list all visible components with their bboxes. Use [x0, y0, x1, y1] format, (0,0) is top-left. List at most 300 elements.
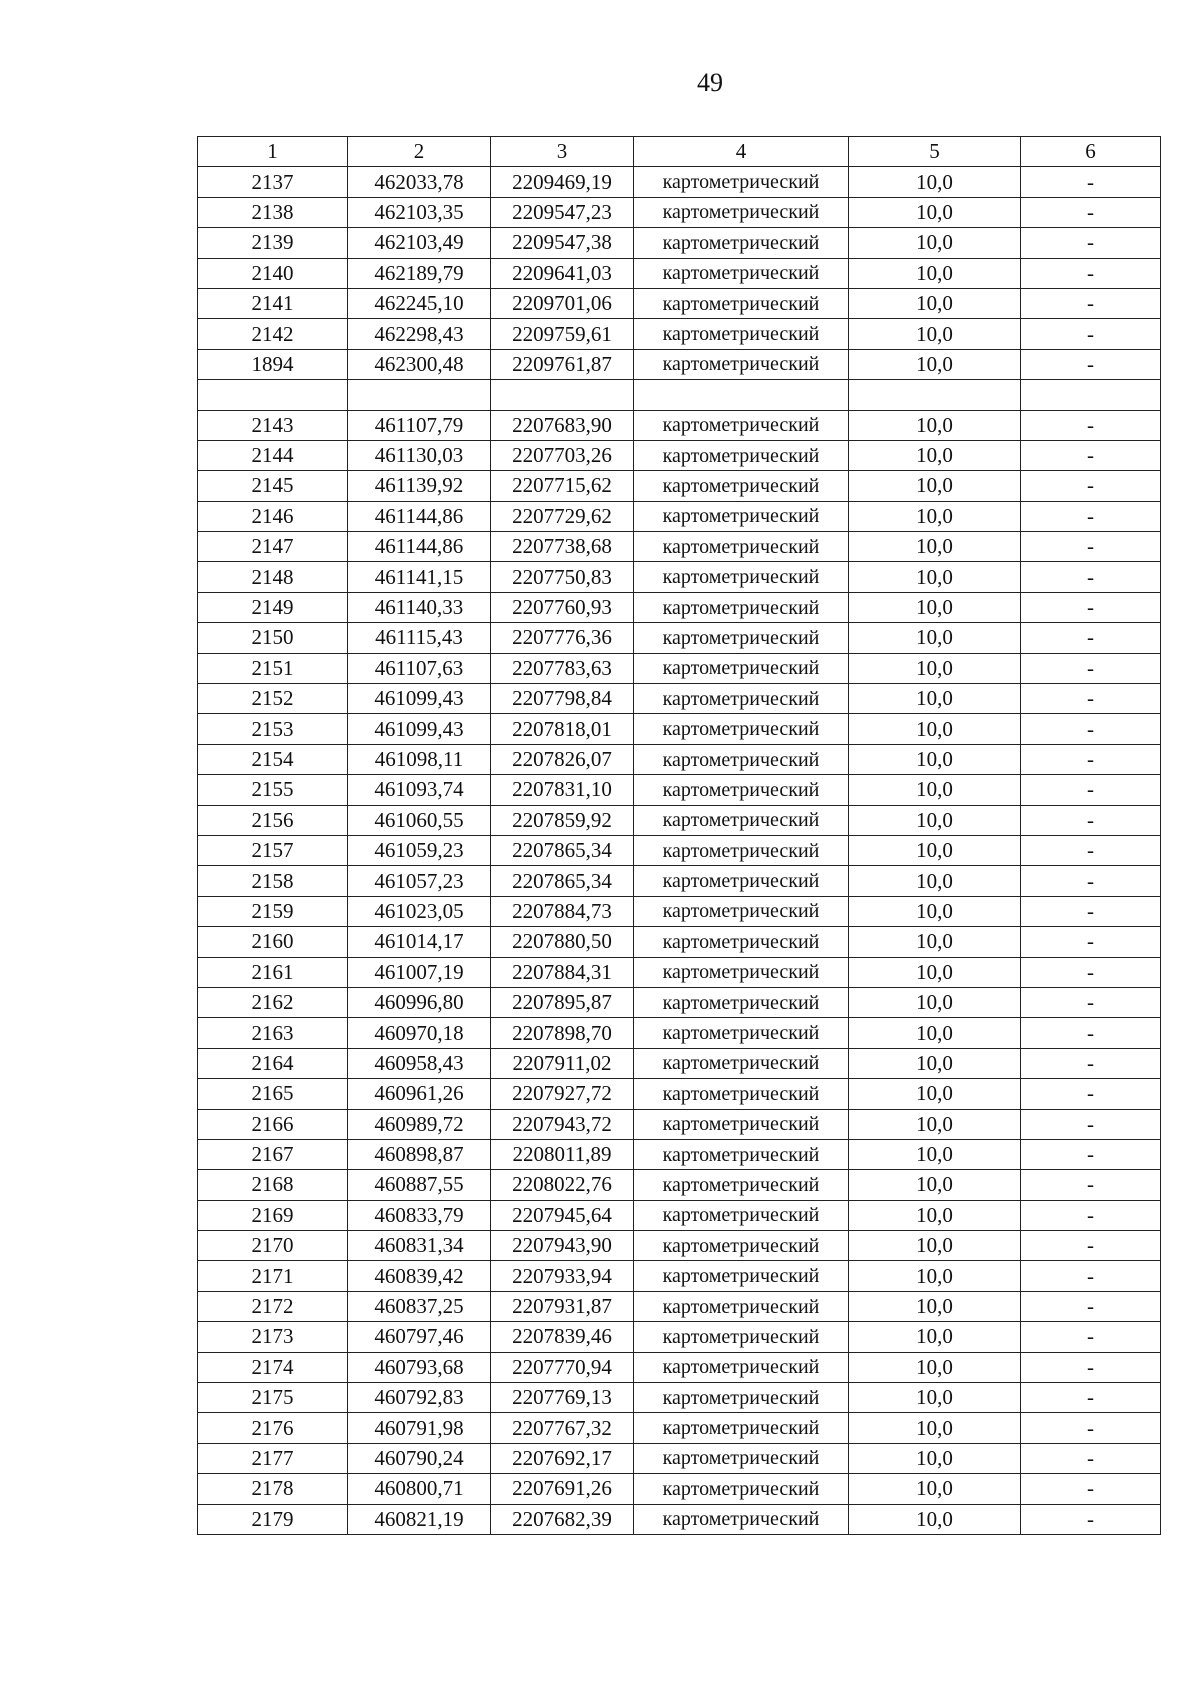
note-cell: - [1021, 258, 1161, 288]
table-row [198, 471, 1161, 501]
note-cell: - [1021, 744, 1161, 774]
x-coordinate-cell: 461059,23 [348, 835, 491, 865]
method-cell: картометрический [634, 1291, 849, 1321]
y-coordinate-cell: 2207770,94 [491, 1352, 634, 1382]
accuracy-cell: 10,0 [849, 866, 1021, 896]
point-number-cell: 2138 [198, 197, 348, 227]
x-coordinate-cell: 460839,42 [348, 1261, 491, 1291]
column-header: 3 [491, 137, 634, 167]
table-row [198, 1413, 1161, 1443]
x-coordinate-cell: 461130,03 [348, 440, 491, 470]
x-coordinate-cell: 460961,26 [348, 1079, 491, 1109]
method-cell: картометрический [634, 167, 849, 197]
point-number-cell: 2151 [198, 653, 348, 683]
method-cell: картометрический [634, 1322, 849, 1352]
method-cell: картометрический [634, 288, 849, 318]
accuracy-cell: 10,0 [849, 896, 1021, 926]
y-coordinate-cell: 2207865,34 [491, 835, 634, 865]
accuracy-cell: 10,0 [849, 1109, 1021, 1139]
accuracy-cell: 10,0 [849, 775, 1021, 805]
x-coordinate-cell: 461139,92 [348, 471, 491, 501]
y-coordinate-cell: 2207831,10 [491, 775, 634, 805]
y-coordinate-cell: 2209469,19 [491, 167, 634, 197]
point-number-cell: 2143 [198, 410, 348, 440]
note-cell: - [1021, 1413, 1161, 1443]
point-number-cell: 2146 [198, 501, 348, 531]
x-coordinate-cell: 461023,05 [348, 896, 491, 926]
table-row [198, 957, 1161, 987]
accuracy-cell: 10,0 [849, 744, 1021, 774]
note-cell: - [1021, 1352, 1161, 1382]
note-cell: - [1021, 1383, 1161, 1413]
method-cell: картометрический [634, 987, 849, 1017]
accuracy-cell: 10,0 [849, 987, 1021, 1017]
note-cell: - [1021, 896, 1161, 926]
x-coordinate-cell: 461144,86 [348, 501, 491, 531]
x-coordinate-cell: 461099,43 [348, 714, 491, 744]
x-coordinate-cell: 460790,24 [348, 1443, 491, 1473]
method-cell: картометрический [634, 532, 849, 562]
point-number-cell: 2159 [198, 896, 348, 926]
note-cell: - [1021, 957, 1161, 987]
x-coordinate-cell: 460958,43 [348, 1048, 491, 1078]
accuracy-cell: 10,0 [849, 957, 1021, 987]
x-coordinate-cell: 462189,79 [348, 258, 491, 288]
method-cell: картометрический [634, 744, 849, 774]
table-row [198, 288, 1161, 318]
point-number-cell: 2156 [198, 805, 348, 835]
x-coordinate-cell: 461060,55 [348, 805, 491, 835]
point-number-cell: 2145 [198, 471, 348, 501]
note-cell: - [1021, 805, 1161, 835]
note-cell: - [1021, 1079, 1161, 1109]
point-number-cell: 2155 [198, 775, 348, 805]
method-cell: картометрический [634, 1109, 849, 1139]
table-row [198, 1139, 1161, 1169]
table-row [198, 1261, 1161, 1291]
table-row [198, 896, 1161, 926]
x-coordinate-cell: 460833,79 [348, 1200, 491, 1230]
y-coordinate-cell: 2207839,46 [491, 1322, 634, 1352]
accuracy-cell: 10,0 [849, 1413, 1021, 1443]
note-cell: - [1021, 653, 1161, 683]
column-header: 1 [198, 137, 348, 167]
table-row [198, 1474, 1161, 1504]
y-coordinate-cell: 2207738,68 [491, 532, 634, 562]
note-cell: - [1021, 197, 1161, 227]
x-coordinate-cell: 462103,35 [348, 197, 491, 227]
table-row [198, 927, 1161, 957]
y-coordinate-cell: 2209547,38 [491, 228, 634, 258]
x-coordinate-cell: 460887,55 [348, 1170, 491, 1200]
method-cell: картометрический [634, 1383, 849, 1413]
method-cell: картометрический [634, 410, 849, 440]
point-number-cell: 2152 [198, 684, 348, 714]
accuracy-cell: 10,0 [849, 319, 1021, 349]
accuracy-cell: 10,0 [849, 1048, 1021, 1078]
point-number-cell: 2174 [198, 1352, 348, 1382]
point-number-cell: 2165 [198, 1079, 348, 1109]
y-coordinate-cell: 2209759,61 [491, 319, 634, 349]
y-coordinate-cell: 2207760,93 [491, 592, 634, 622]
x-coordinate-cell: 460898,87 [348, 1139, 491, 1169]
accuracy-cell: 10,0 [849, 1352, 1021, 1382]
y-coordinate-cell: 2207818,01 [491, 714, 634, 744]
y-coordinate-cell: 2207750,83 [491, 562, 634, 592]
table-row [198, 1200, 1161, 1230]
y-coordinate-cell: 2207826,07 [491, 744, 634, 774]
coordinates-table [197, 136, 1161, 1535]
method-cell: картометрический [634, 319, 849, 349]
note-cell: - [1021, 167, 1161, 197]
method-cell: картометрический [634, 1261, 849, 1291]
x-coordinate-cell: 462033,78 [348, 167, 491, 197]
point-number-cell: 2147 [198, 532, 348, 562]
point-number-cell: 2137 [198, 167, 348, 197]
accuracy-cell: 10,0 [849, 1322, 1021, 1352]
accuracy-cell: 10,0 [849, 532, 1021, 562]
method-cell: картометрический [634, 775, 849, 805]
y-coordinate-cell: 2207683,90 [491, 410, 634, 440]
y-coordinate-cell: 2207927,72 [491, 1079, 634, 1109]
method-cell: картометрический [634, 562, 849, 592]
y-coordinate-cell: 2207691,26 [491, 1474, 634, 1504]
accuracy-cell: 10,0 [849, 1443, 1021, 1473]
x-coordinate-cell: 460797,46 [348, 1322, 491, 1352]
method-cell: картометрический [634, 197, 849, 227]
method-cell: картометрический [634, 896, 849, 926]
table-row [198, 623, 1161, 653]
y-coordinate-cell: 2207783,63 [491, 653, 634, 683]
y-coordinate-cell: 2207859,92 [491, 805, 634, 835]
accuracy-cell: 10,0 [849, 1261, 1021, 1291]
note-cell: - [1021, 288, 1161, 318]
method-cell: картометрический [634, 1231, 849, 1261]
table-row [198, 1504, 1161, 1534]
table-row [198, 1291, 1161, 1321]
y-coordinate-cell: 2209701,06 [491, 288, 634, 318]
point-number-cell: 2140 [198, 258, 348, 288]
note-cell [1021, 380, 1161, 410]
point-number-cell: 2163 [198, 1018, 348, 1048]
point-number-cell: 2178 [198, 1474, 348, 1504]
note-cell: - [1021, 410, 1161, 440]
point-number-cell: 2150 [198, 623, 348, 653]
table-row [198, 684, 1161, 714]
accuracy-cell [849, 380, 1021, 410]
accuracy-cell: 10,0 [849, 349, 1021, 379]
table-row [198, 653, 1161, 683]
y-coordinate-cell: 2207933,94 [491, 1261, 634, 1291]
x-coordinate-cell: 461107,63 [348, 653, 491, 683]
note-cell: - [1021, 1231, 1161, 1261]
accuracy-cell: 10,0 [849, 258, 1021, 288]
y-coordinate-cell: 2207880,50 [491, 927, 634, 957]
accuracy-cell: 10,0 [849, 684, 1021, 714]
method-cell: картометрический [634, 866, 849, 896]
x-coordinate-cell: 460793,68 [348, 1352, 491, 1382]
table-row [198, 1079, 1161, 1109]
column-header: 6 [1021, 137, 1161, 167]
point-number-cell: 2177 [198, 1443, 348, 1473]
note-cell: - [1021, 987, 1161, 1017]
point-number-cell: 2148 [198, 562, 348, 592]
note-cell: - [1021, 866, 1161, 896]
point-number-cell: 2172 [198, 1291, 348, 1321]
note-cell: - [1021, 501, 1161, 531]
accuracy-cell: 10,0 [849, 1139, 1021, 1169]
method-cell: картометрический [634, 623, 849, 653]
note-cell: - [1021, 1504, 1161, 1534]
x-coordinate-cell: 461014,17 [348, 927, 491, 957]
method-cell: картометрический [634, 1352, 849, 1382]
note-cell: - [1021, 623, 1161, 653]
point-number-cell: 2142 [198, 319, 348, 349]
point-number-cell: 2166 [198, 1109, 348, 1139]
table-row [198, 410, 1161, 440]
y-coordinate-cell: 2208011,89 [491, 1139, 634, 1169]
point-number-cell: 2164 [198, 1048, 348, 1078]
x-coordinate-cell: 460791,98 [348, 1413, 491, 1443]
y-coordinate-cell: 2207943,90 [491, 1231, 634, 1261]
note-cell: - [1021, 592, 1161, 622]
table-row [198, 197, 1161, 227]
note-cell: - [1021, 349, 1161, 379]
accuracy-cell: 10,0 [849, 501, 1021, 531]
y-coordinate-cell: 2209547,23 [491, 197, 634, 227]
y-coordinate-cell: 2209641,03 [491, 258, 634, 288]
accuracy-cell: 10,0 [849, 197, 1021, 227]
note-cell: - [1021, 440, 1161, 470]
x-coordinate-cell: 460821,19 [348, 1504, 491, 1534]
y-coordinate-cell: 2207692,17 [491, 1443, 634, 1473]
x-coordinate-cell: 461107,79 [348, 410, 491, 440]
column-header: 2 [348, 137, 491, 167]
x-coordinate-cell: 460989,72 [348, 1109, 491, 1139]
x-coordinate-cell: 461098,11 [348, 744, 491, 774]
method-cell: картометрический [634, 957, 849, 987]
column-header: 5 [849, 137, 1021, 167]
accuracy-cell: 10,0 [849, 714, 1021, 744]
point-number-cell: 2161 [198, 957, 348, 987]
y-coordinate-cell: 2207943,72 [491, 1109, 634, 1139]
page-number: 49 [697, 68, 723, 97]
accuracy-cell: 10,0 [849, 653, 1021, 683]
method-cell: картометрический [634, 258, 849, 288]
method-cell: картометрический [634, 927, 849, 957]
x-coordinate-cell: 460837,25 [348, 1291, 491, 1321]
table-row [198, 319, 1161, 349]
accuracy-cell: 10,0 [849, 1383, 1021, 1413]
method-cell: картометрический [634, 349, 849, 379]
accuracy-cell: 10,0 [849, 562, 1021, 592]
method-cell: картометрический [634, 835, 849, 865]
y-coordinate-cell: 2209761,87 [491, 349, 634, 379]
table-row [198, 714, 1161, 744]
table-row [198, 1322, 1161, 1352]
point-number-cell: 2157 [198, 835, 348, 865]
method-cell: картометрический [634, 1048, 849, 1078]
method-cell: картометрический [634, 440, 849, 470]
point-number-cell: 2171 [198, 1261, 348, 1291]
x-coordinate-cell: 461144,86 [348, 532, 491, 562]
point-number-cell: 2175 [198, 1383, 348, 1413]
point-number-cell: 1894 [198, 349, 348, 379]
method-cell: картометрический [634, 684, 849, 714]
point-number-cell: 2139 [198, 228, 348, 258]
x-coordinate-cell: 461093,74 [348, 775, 491, 805]
accuracy-cell: 10,0 [849, 592, 1021, 622]
method-cell: картометрический [634, 471, 849, 501]
note-cell: - [1021, 1291, 1161, 1321]
note-cell: - [1021, 1018, 1161, 1048]
y-coordinate-cell [491, 380, 634, 410]
note-cell: - [1021, 1322, 1161, 1352]
table-row [198, 1048, 1161, 1078]
method-cell: картометрический [634, 1504, 849, 1534]
table-row [198, 1170, 1161, 1200]
x-coordinate-cell: 462298,43 [348, 319, 491, 349]
y-coordinate-cell: 2207895,87 [491, 987, 634, 1017]
x-coordinate-cell: 460831,34 [348, 1231, 491, 1261]
table-row [198, 228, 1161, 258]
y-coordinate-cell: 2207729,62 [491, 501, 634, 531]
accuracy-cell: 10,0 [849, 1231, 1021, 1261]
note-cell: - [1021, 714, 1161, 744]
point-number-cell: 2176 [198, 1413, 348, 1443]
point-number-cell [198, 380, 348, 410]
accuracy-cell: 10,0 [849, 805, 1021, 835]
method-cell: картометрический [634, 805, 849, 835]
accuracy-cell: 10,0 [849, 167, 1021, 197]
note-cell: - [1021, 1200, 1161, 1230]
table-row [198, 258, 1161, 288]
table-row [198, 1231, 1161, 1261]
method-cell: картометрический [634, 501, 849, 531]
table-row [198, 562, 1161, 592]
accuracy-cell: 10,0 [849, 410, 1021, 440]
x-coordinate-cell: 461007,19 [348, 957, 491, 987]
method-cell: картометрический [634, 653, 849, 683]
accuracy-cell: 10,0 [849, 1018, 1021, 1048]
accuracy-cell: 10,0 [849, 1504, 1021, 1534]
y-coordinate-cell: 2207931,87 [491, 1291, 634, 1321]
x-coordinate-cell: 460792,83 [348, 1383, 491, 1413]
y-coordinate-cell: 2207865,34 [491, 866, 634, 896]
point-number-cell: 2153 [198, 714, 348, 744]
method-cell [634, 380, 849, 410]
y-coordinate-cell: 2207776,36 [491, 623, 634, 653]
point-number-cell: 2169 [198, 1200, 348, 1230]
table-header-row [198, 137, 1161, 167]
x-coordinate-cell: 460800,71 [348, 1474, 491, 1504]
y-coordinate-cell: 2207682,39 [491, 1504, 634, 1534]
accuracy-cell: 10,0 [849, 1291, 1021, 1321]
method-cell: картометрический [634, 1200, 849, 1230]
note-cell: - [1021, 1139, 1161, 1169]
note-cell: - [1021, 1474, 1161, 1504]
note-cell: - [1021, 532, 1161, 562]
point-number-cell: 2162 [198, 987, 348, 1017]
x-coordinate-cell: 462103,49 [348, 228, 491, 258]
accuracy-cell: 10,0 [849, 1200, 1021, 1230]
note-cell: - [1021, 927, 1161, 957]
y-coordinate-cell: 2207798,84 [491, 684, 634, 714]
note-cell: - [1021, 684, 1161, 714]
point-number-cell: 2154 [198, 744, 348, 774]
note-cell: - [1021, 1170, 1161, 1200]
point-number-cell: 2179 [198, 1504, 348, 1534]
table-row [198, 532, 1161, 562]
y-coordinate-cell: 2207767,32 [491, 1413, 634, 1443]
note-cell: - [1021, 562, 1161, 592]
x-coordinate-cell: 460996,80 [348, 987, 491, 1017]
x-coordinate-cell: 462245,10 [348, 288, 491, 318]
y-coordinate-cell: 2207769,13 [491, 1383, 634, 1413]
point-number-cell: 2149 [198, 592, 348, 622]
point-number-cell: 2158 [198, 866, 348, 896]
note-cell: - [1021, 775, 1161, 805]
accuracy-cell: 10,0 [849, 440, 1021, 470]
y-coordinate-cell: 2207715,62 [491, 471, 634, 501]
accuracy-cell: 10,0 [849, 288, 1021, 318]
method-cell: картометрический [634, 1139, 849, 1169]
method-cell: картометрический [634, 1079, 849, 1109]
table-body [198, 167, 1161, 1535]
note-cell: - [1021, 471, 1161, 501]
x-coordinate-cell: 462300,48 [348, 349, 491, 379]
note-cell: - [1021, 319, 1161, 349]
x-coordinate-cell: 461115,43 [348, 623, 491, 653]
note-cell: - [1021, 1443, 1161, 1473]
table-row [198, 744, 1161, 774]
accuracy-cell: 10,0 [849, 1079, 1021, 1109]
y-coordinate-cell: 2207898,70 [491, 1018, 634, 1048]
method-cell: картометрический [634, 1443, 849, 1473]
y-coordinate-cell: 2207703,26 [491, 440, 634, 470]
y-coordinate-cell: 2207911,02 [491, 1048, 634, 1078]
table-row [198, 775, 1161, 805]
note-cell: - [1021, 1048, 1161, 1078]
accuracy-cell: 10,0 [849, 228, 1021, 258]
accuracy-cell: 10,0 [849, 835, 1021, 865]
method-cell: картометрический [634, 592, 849, 622]
accuracy-cell: 10,0 [849, 1170, 1021, 1200]
point-number-cell: 2160 [198, 927, 348, 957]
table-row [198, 349, 1161, 379]
note-cell: - [1021, 1261, 1161, 1291]
note-cell: - [1021, 1109, 1161, 1139]
table-row [198, 987, 1161, 1017]
table-row [198, 1018, 1161, 1048]
accuracy-cell: 10,0 [849, 623, 1021, 653]
note-cell: - [1021, 228, 1161, 258]
point-number-cell: 2167 [198, 1139, 348, 1169]
accuracy-cell: 10,0 [849, 927, 1021, 957]
y-coordinate-cell: 2207884,73 [491, 896, 634, 926]
x-coordinate-cell: 461141,15 [348, 562, 491, 592]
method-cell: картометрический [634, 228, 849, 258]
y-coordinate-cell: 2207945,64 [491, 1200, 634, 1230]
table-row [198, 1383, 1161, 1413]
point-number-cell: 2144 [198, 440, 348, 470]
table-row [198, 440, 1161, 470]
x-coordinate-cell: 461099,43 [348, 684, 491, 714]
table-row [198, 805, 1161, 835]
table-row [198, 167, 1161, 197]
x-coordinate-cell: 461140,33 [348, 592, 491, 622]
table-row [198, 835, 1161, 865]
